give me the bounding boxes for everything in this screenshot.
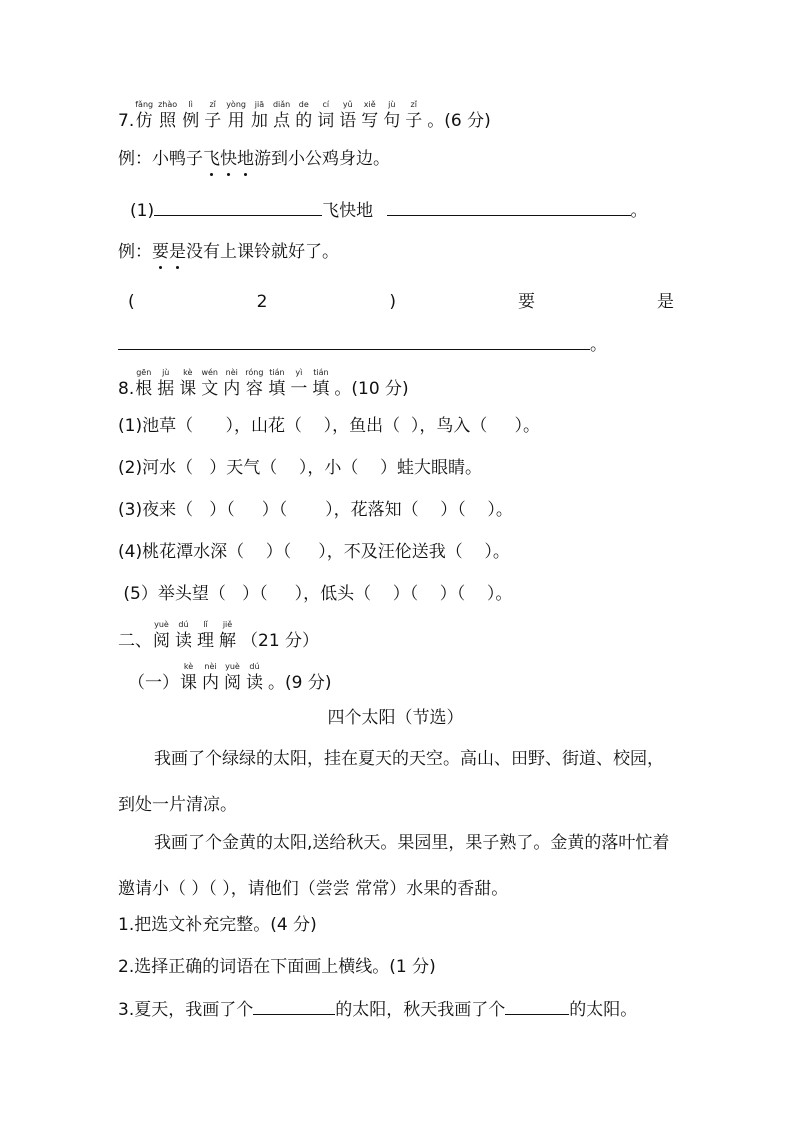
ruby-char	[219, 620, 236, 652]
title-character: 的	[295, 111, 313, 131]
q7-item2-spread	[128, 291, 674, 313]
title-character: 填	[268, 379, 286, 399]
ruby-char	[290, 368, 307, 400]
item1-label: (1)	[130, 201, 155, 221]
section2-score: （21 分）	[241, 631, 320, 651]
q7-title-ruby	[135, 100, 427, 132]
ruby-char	[226, 100, 246, 132]
emphasis-dotted-character: 是	[169, 242, 186, 262]
example1-suffix: 游到小公鸡身边。	[254, 149, 390, 169]
q7-title	[118, 94, 492, 132]
title-character: 例	[182, 111, 200, 131]
ruby-char	[135, 100, 153, 132]
pinyin-annotation: dú	[249, 662, 260, 671]
title-character: 用	[227, 111, 245, 131]
title-character: 课	[179, 379, 197, 399]
title-character: 照	[159, 111, 177, 131]
section2-prefix: 二、	[118, 631, 152, 651]
example1-dotted-words	[203, 149, 254, 169]
ruby-char	[223, 368, 240, 400]
pinyin-annotation: de	[298, 100, 309, 109]
q8-title	[118, 362, 410, 400]
pinyin-annotation: nèi	[204, 662, 217, 671]
ruby-char	[312, 368, 329, 400]
pinyin-annotation: lì	[188, 100, 193, 109]
pinyin-annotation: diǎn	[272, 100, 291, 109]
ruby-char	[224, 662, 241, 694]
pinyin-annotation: zǐ	[209, 100, 216, 109]
ruby-char	[295, 100, 312, 132]
q8-number: 8.	[118, 379, 135, 399]
pinyin-annotation: xiě	[363, 100, 376, 109]
ruby-char	[273, 100, 290, 132]
section2-title	[118, 614, 320, 652]
q7-item2-answer	[118, 333, 607, 356]
title-character: 加	[250, 111, 268, 131]
ruby-char	[157, 368, 174, 400]
ruby-char	[158, 100, 177, 132]
pinyin-annotation: yǔ	[342, 100, 353, 109]
title-character: 写	[361, 111, 379, 131]
q8-line-3: (3)夜来（ ）（ ）（ ），花落知（ ）（ ）。	[118, 500, 513, 520]
title-character: 点	[273, 111, 291, 131]
item1-blank-b[interactable]	[387, 199, 631, 216]
title-character: 解	[219, 631, 236, 651]
q8-score: 。(10 分)	[334, 379, 409, 399]
q8-line-2: (2)河水（ ）天气（ ），小（ ）蛙大眼睛。	[118, 458, 483, 478]
title-character: 句	[383, 111, 401, 131]
item1-end: 。	[630, 201, 648, 221]
title-character: 子	[405, 111, 423, 131]
title-character: 内	[202, 673, 219, 693]
ruby-char	[405, 100, 422, 132]
item2-part: 要	[518, 292, 536, 312]
ruby-char	[251, 100, 268, 132]
ruby-char	[268, 368, 285, 400]
ruby-char	[245, 368, 263, 400]
question-2: 2.选择正确的词语在下面画上横线。(1 分)	[118, 957, 436, 977]
pinyin-annotation: gēn	[136, 368, 152, 377]
example2-prefix: 例：	[118, 242, 152, 262]
example2-suffix: 没有上课铃就好了。	[186, 242, 339, 262]
ruby-char	[182, 100, 199, 132]
item1-word: 飞快地	[322, 201, 374, 221]
emphasis-dotted-character: 地	[237, 149, 254, 169]
item2-part: )	[389, 292, 397, 312]
pinyin-annotation: wén	[201, 368, 218, 377]
pinyin-annotation: kè	[183, 368, 193, 377]
title-character: 容	[245, 379, 263, 399]
pinyin-annotation: yuè	[225, 662, 240, 671]
q3-blank-autumn[interactable]	[505, 998, 569, 1015]
title-character: 文	[201, 379, 219, 399]
pinyin-annotation: jiě	[222, 620, 233, 629]
pinyin-annotation: jù	[388, 100, 396, 109]
title-character: 理	[197, 631, 214, 651]
q3-end: 的太阳。	[569, 1000, 638, 1020]
title-character: 一	[290, 379, 308, 399]
item1-blank-a[interactable]	[154, 199, 322, 216]
ruby-char	[246, 662, 263, 694]
example1-prefix: 例：小鸭子	[118, 149, 203, 169]
q7-example2	[118, 241, 339, 263]
item2-end: 。	[590, 335, 607, 355]
title-character: 根	[135, 379, 153, 399]
passage-title: 四个太阳（节选）	[327, 708, 464, 728]
item2-blank[interactable]	[118, 333, 590, 350]
pinyin-annotation: zǐ	[410, 100, 417, 109]
pinyin-annotation: róng	[245, 368, 264, 377]
q3-mid: 的太阳，秋天我画了个	[335, 1000, 506, 1020]
section2-title-ruby	[153, 620, 241, 652]
pinyin-annotation: fǎng	[135, 100, 154, 109]
ruby-char	[197, 620, 214, 652]
pinyin-annotation: tián	[269, 368, 285, 377]
q7-score: 。(6 分)	[427, 111, 491, 131]
ruby-char	[339, 100, 356, 132]
ruby-char	[175, 620, 192, 652]
title-character: 语	[339, 111, 357, 131]
part1-score: 。(9 分)	[268, 673, 332, 693]
question-1: 1.把选文补充完整。(4 分)	[118, 915, 317, 935]
part1-prefix: （一）	[128, 673, 179, 693]
pinyin-annotation: kè	[183, 662, 194, 671]
example2-dotted-words	[152, 242, 186, 262]
item2-part: 2	[256, 292, 268, 312]
emphasis-dotted-character: 快	[220, 149, 237, 169]
pinyin-annotation: dú	[178, 620, 189, 629]
ruby-char	[201, 368, 218, 400]
q8-line-1: (1)池草（ ），山花（ ），鱼出（ ），鸟入（ ）。	[118, 416, 540, 436]
pinyin-annotation: tián	[313, 368, 329, 377]
title-character: 据	[157, 379, 175, 399]
q7-number: 7.	[118, 111, 135, 131]
emphasis-dotted-character: 飞	[203, 149, 220, 169]
pinyin-annotation: nèi	[225, 368, 238, 377]
pinyin-annotation: jù	[162, 368, 170, 377]
passage-paragraph-1: 我画了个绿绿的太阳，挂在夏天的天空。高山、田野、街道、校园，到处一片清凉。	[118, 749, 664, 815]
title-character: 课	[180, 673, 197, 693]
part1-title-ruby	[180, 662, 268, 694]
pinyin-annotation: zhào	[158, 100, 178, 109]
q7-example1	[118, 148, 390, 170]
pinyin-annotation: jiā	[254, 100, 265, 109]
question-3	[118, 998, 637, 1021]
title-character: 阅	[153, 631, 170, 651]
emphasis-dotted-character: 要	[152, 242, 169, 262]
ruby-char	[204, 100, 221, 132]
pinyin-annotation: cí	[322, 100, 330, 109]
ruby-char	[361, 100, 378, 132]
pinyin-annotation: yì	[295, 368, 303, 377]
ruby-char	[202, 662, 219, 694]
title-character: 仿	[135, 111, 153, 131]
q8-line-5: (5）举头望（ ）（ ），低头（ ）（ ）（ ）。	[118, 584, 513, 604]
title-character: 子	[204, 111, 222, 131]
ruby-char	[383, 100, 400, 132]
ruby-char	[180, 662, 197, 694]
pinyin-annotation: yòng	[226, 100, 246, 109]
title-character: 填	[312, 379, 330, 399]
q7-item1	[130, 199, 648, 222]
q8-line-4: (4)桃花潭水深（ ）（ ），不及汪伦送我（ ）。	[118, 542, 510, 562]
ruby-char	[179, 368, 196, 400]
q3-prefix: 3.夏天，我画了个	[118, 1000, 254, 1020]
title-character: 内	[223, 379, 241, 399]
pinyin-annotation: lǐ	[203, 620, 208, 629]
part1-title	[128, 656, 332, 694]
item2-part: (	[128, 292, 135, 312]
title-character: 阅	[224, 673, 241, 693]
ruby-char	[317, 100, 334, 132]
passage-paragraph-2: 我画了个金黄的太阳,送给秋天。果园里，果子熟了。金黄的落叶忙着邀请小（ ）（ ），请他们（尝尝 常常）水果的香甜。	[118, 833, 670, 899]
q8-title-ruby	[135, 368, 334, 400]
item2-part: 是	[656, 292, 674, 312]
ruby-char	[153, 620, 170, 652]
title-character: 词	[317, 111, 335, 131]
title-character: 读	[246, 673, 263, 693]
q3-blank-summer[interactable]	[253, 998, 335, 1015]
title-character: 读	[175, 631, 192, 651]
ruby-char	[135, 368, 152, 400]
pinyin-annotation: yuè	[154, 620, 169, 629]
